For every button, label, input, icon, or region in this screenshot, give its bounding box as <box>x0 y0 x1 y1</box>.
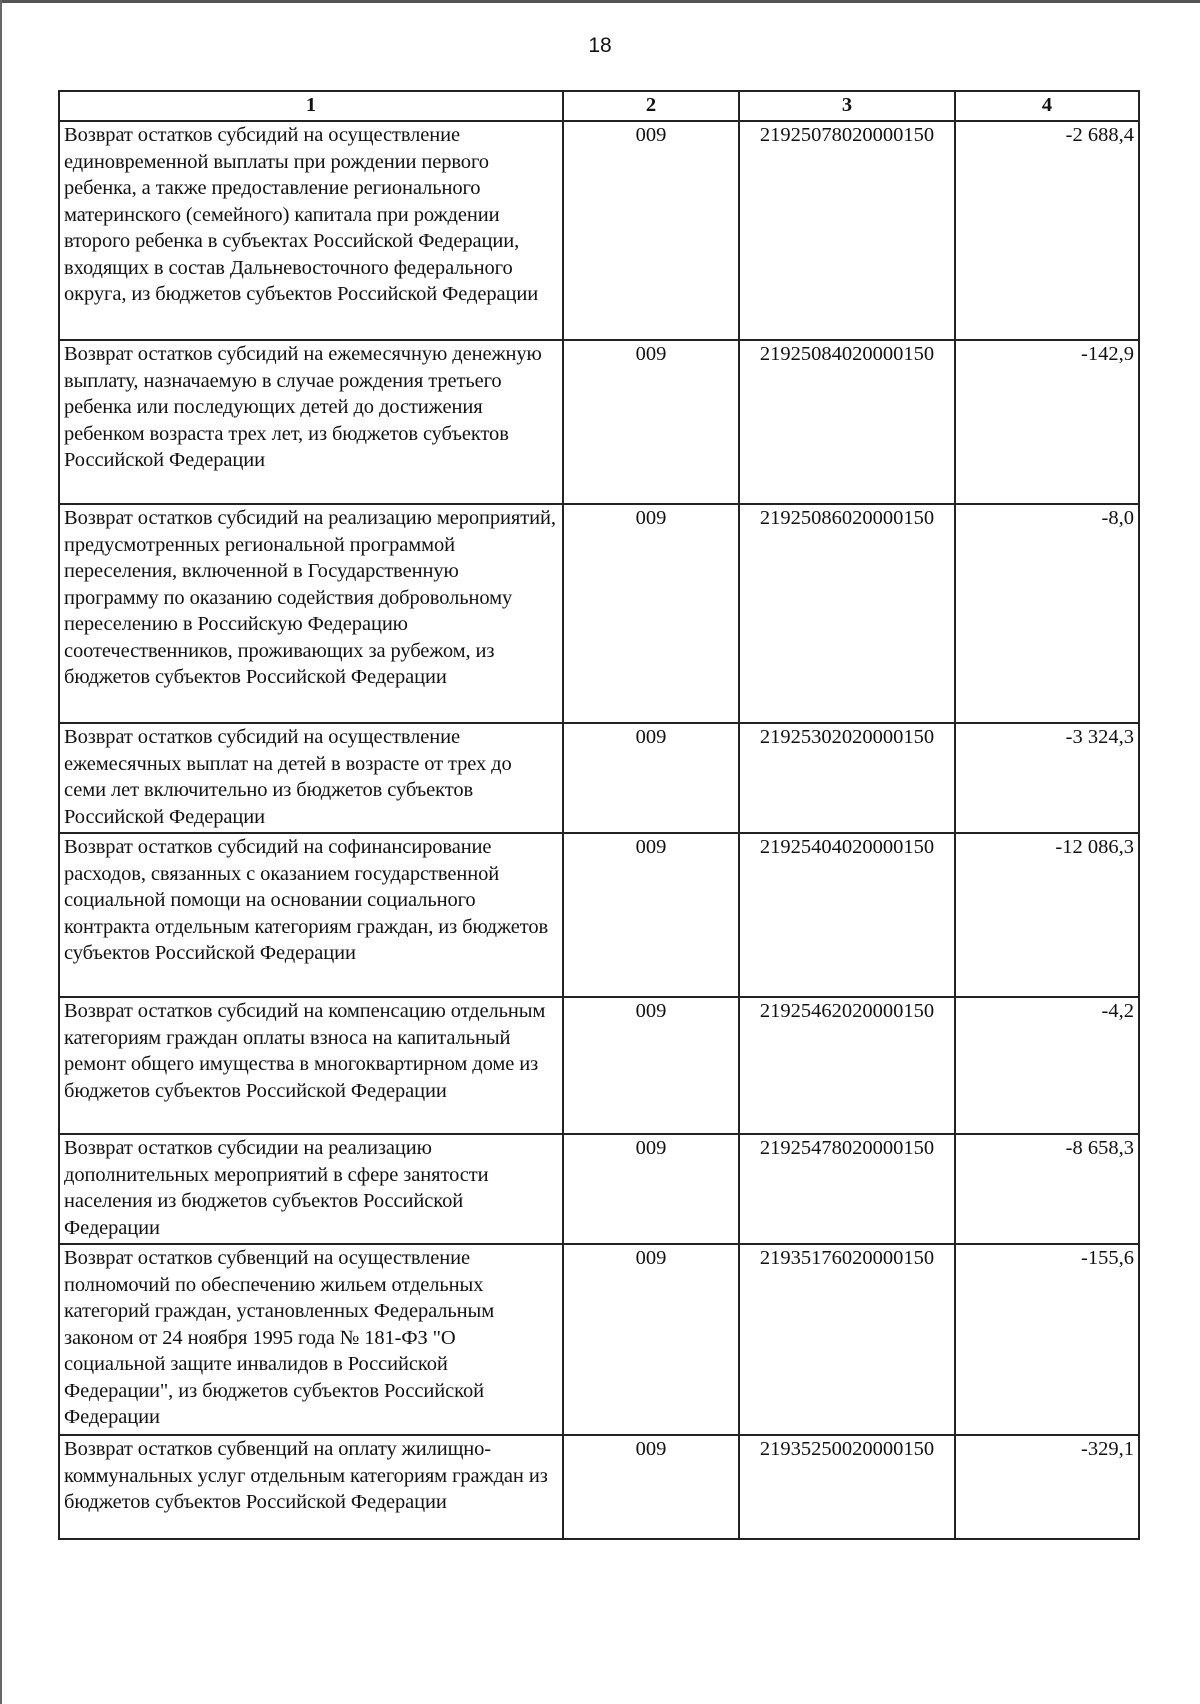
row-kbk-code: 21925478020000150 <box>739 1134 955 1244</box>
row-kbk-code: 21925302020000150 <box>739 723 955 833</box>
row-admin-code: 009 <box>563 121 739 340</box>
row-amount: -2 688,4 <box>955 121 1139 340</box>
row-amount: -142,9 <box>955 340 1139 504</box>
row-kbk-code: 21925462020000150 <box>739 997 955 1134</box>
table-row <box>59 833 1139 997</box>
table-row <box>59 723 1139 833</box>
row-amount: -8 658,3 <box>955 1134 1139 1244</box>
row-name: Возврат остатков субсидий на компенсацию отдельным категориям граждан оплаты взноса на капитальный ремонт общего имущества в многоквартирном доме из бюджетов субъектов Российской Федерации <box>59 997 563 1134</box>
row-amount: -155,6 <box>955 1244 1139 1435</box>
row-admin-code: 009 <box>563 504 739 723</box>
row-amount: -3 324,3 <box>955 723 1139 833</box>
row-name: Возврат остатков субсидий на реализацию мероприятий, предусмотренных региональной программой переселения, включенной в Государственную программу по оказанию содействия добровольному переселению в Российскую Федерацию соотечественников, проживающих за рубежом, из бюджетов субъектов Российской Федерации <box>59 504 563 723</box>
scan-edge-top <box>0 0 1200 3</box>
row-amount: -12 086,3 <box>955 833 1139 997</box>
header-col-3: 3 <box>739 91 955 121</box>
row-admin-code: 009 <box>563 340 739 504</box>
header-col-2: 2 <box>563 91 739 121</box>
row-name: Возврат остатков субсидий на осуществление единовременной выплаты при рождении первого ребенка, а также предоставление регионального материнского (семейного) капитала при рождении второго ребенка в субъектах Российской Федерации, входящих в состав Дальневосточного федерального округа, из бюджетов субъектов Российской Федерации <box>59 121 563 340</box>
row-name: Возврат остатков субвенций на оплату жилищно-коммунальных услуг отдельным категориям граждан из бюджетов субъектов Российской Федерации <box>59 1435 563 1539</box>
row-admin-code: 009 <box>563 1134 739 1244</box>
row-name: Возврат остатков субсидии на реализацию дополнительных мероприятий в сфере занятости населения из бюджетов субъектов Российской Федерации <box>59 1134 563 1244</box>
row-amount: -8,0 <box>955 504 1139 723</box>
row-name: Возврат остатков субсидий на софинансирование расходов, связанных с оказанием государственной социальной помощи на основании социального контракта отдельным категориям граждан, из бюджетов субъектов Российской Федерации <box>59 833 563 997</box>
table-row <box>59 997 1139 1134</box>
row-kbk-code: 21935250020000150 <box>739 1435 955 1539</box>
page-number: 18 <box>588 34 612 57</box>
row-admin-code: 009 <box>563 1435 739 1539</box>
row-admin-code: 009 <box>563 723 739 833</box>
row-kbk-code: 21925086020000150 <box>739 504 955 723</box>
row-kbk-code: 21925404020000150 <box>739 833 955 997</box>
row-amount: -4,2 <box>955 997 1139 1134</box>
table-row <box>59 340 1139 504</box>
row-name: Возврат остатков субвенций на осуществление полномочий по обеспечению жильем отдельных категорий граждан, установленных Федеральным законом от 24 ноября 1995 года № 181-ФЗ "О социальной защите инвалидов в Российской Федерации", из бюджетов субъектов Российской Федерации <box>59 1244 563 1435</box>
row-amount: -329,1 <box>955 1435 1139 1539</box>
row-admin-code: 009 <box>563 833 739 997</box>
row-kbk-code: 21925084020000150 <box>739 340 955 504</box>
row-kbk-code: 21935176020000150 <box>739 1244 955 1435</box>
table-row <box>59 1244 1139 1435</box>
row-admin-code: 009 <box>563 997 739 1134</box>
table-row <box>59 121 1139 340</box>
row-admin-code: 009 <box>563 1244 739 1435</box>
table-row <box>59 1435 1139 1539</box>
header-col-4: 4 <box>955 91 1139 121</box>
table-row <box>59 504 1139 723</box>
row-kbk-code: 21925078020000150 <box>739 121 955 340</box>
table-row <box>59 1134 1139 1244</box>
scan-edge-left <box>0 0 2 1704</box>
header-col-1: 1 <box>59 91 563 121</box>
header-row <box>59 91 1139 121</box>
row-name: Возврат остатков субсидий на осуществление ежемесячных выплат на детей в возрасте от трех до семи лет включительно из бюджетов субъектов Российской Федерации <box>59 723 563 833</box>
row-name: Возврат остатков субсидий на ежемесячную денежную выплату, назначаемую в случае рождения третьего ребенка или последующих детей до достижения ребенком возраста трех лет, из бюджетов субъектов Российской Федерации <box>59 340 563 504</box>
budget-table <box>58 90 1140 1540</box>
